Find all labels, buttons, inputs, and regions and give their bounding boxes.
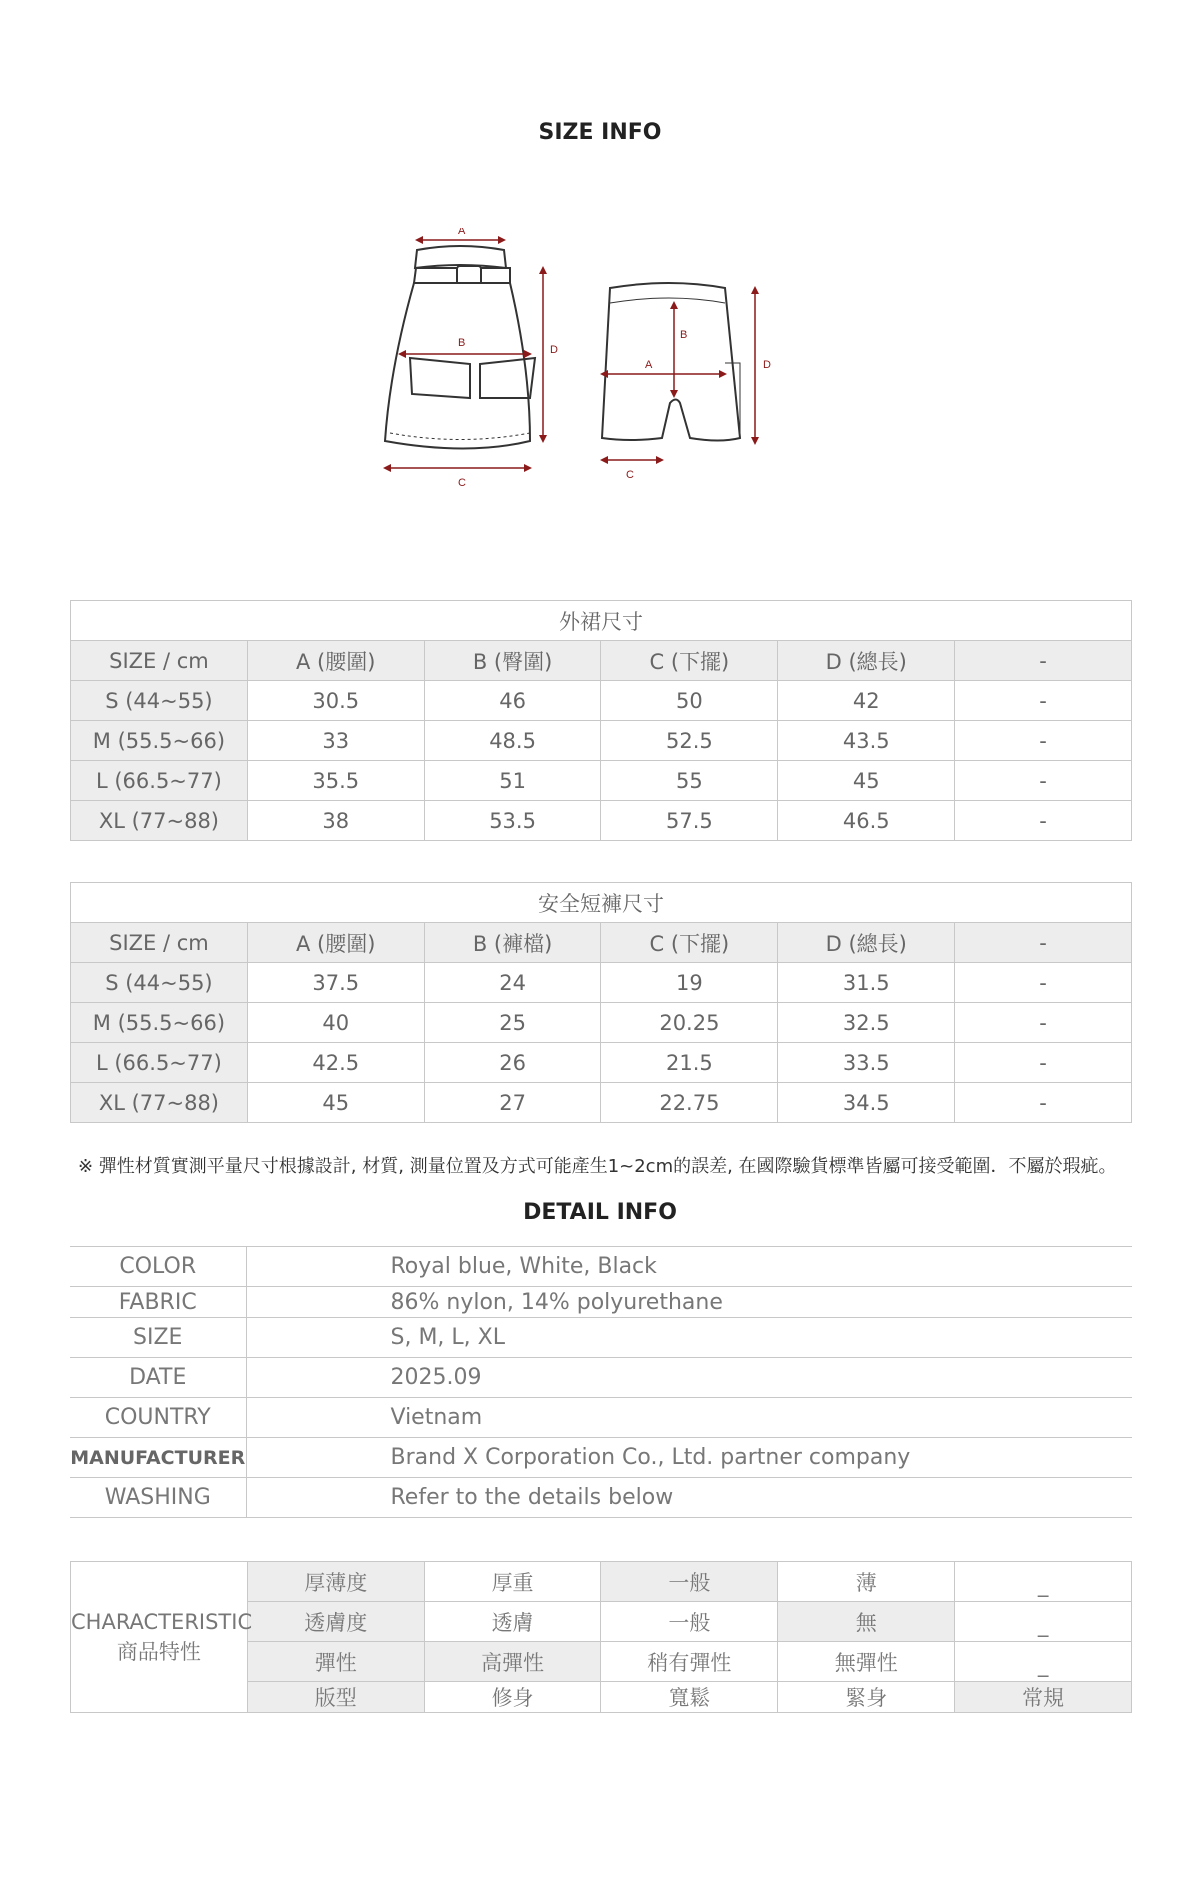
detail-value: Vietnam [246, 1398, 1132, 1438]
char-option: 一般 [601, 1602, 778, 1642]
shorts-table-title-row [71, 883, 1132, 923]
table-cell: 42 [778, 681, 955, 721]
skirt-a-label: A [458, 228, 466, 237]
table-row [71, 761, 1132, 801]
table-cell: - [955, 1003, 1132, 1043]
detail-row-washing [70, 1478, 1132, 1518]
char-option: 無彈性 [778, 1642, 955, 1682]
size-diagram-svg [380, 228, 860, 498]
detail-label: SIZE [70, 1318, 246, 1358]
characteristic-table [70, 1561, 1132, 1713]
skirt-c-label: C [458, 477, 466, 489]
char-option: 透膚 [424, 1602, 601, 1642]
detail-label: MANUFACTURER [70, 1438, 246, 1478]
table-cell: - [955, 963, 1132, 1003]
detail-label: FABRIC [70, 1287, 246, 1318]
table-cell: 53.5 [424, 801, 601, 841]
shorts-header-c: C (下擺) [601, 923, 778, 963]
char-option-selected: 常規 [955, 1682, 1132, 1713]
shorts-header-d: D (總長) [778, 923, 955, 963]
skirt-d-label: D [550, 344, 558, 356]
detail-row-manufacturer [70, 1438, 1132, 1478]
table-cell: 33 [247, 721, 424, 761]
char-option: _ [955, 1602, 1132, 1642]
row-size-label: M (55.5~66) [71, 721, 248, 761]
size-info-heading: SIZE INFO [538, 120, 662, 145]
detail-value: 86% nylon, 14% polyurethane [246, 1287, 1132, 1318]
detail-row-size [70, 1318, 1132, 1358]
skirt-table-title: 外裙尺寸 [71, 601, 1132, 641]
table-row [71, 963, 1132, 1003]
table-cell: - [955, 1083, 1132, 1123]
table-cell: 37.5 [247, 963, 424, 1003]
table-cell: 34.5 [778, 1083, 955, 1123]
table-cell: 45 [247, 1083, 424, 1123]
table-cell: 55 [601, 761, 778, 801]
detail-value: Brand X Corporation Co., Ltd. partner company [246, 1438, 1132, 1478]
char-name: 版型 [247, 1682, 424, 1713]
table-cell: - [955, 801, 1132, 841]
shorts-table-header-row [71, 923, 1132, 963]
char-option-selected: 高彈性 [424, 1642, 601, 1682]
char-option: 寬鬆 [601, 1682, 778, 1713]
detail-info-heading: DETAIL INFO [523, 1200, 677, 1225]
characteristic-label [71, 1562, 253, 1713]
detail-value: Refer to the details below [246, 1478, 1132, 1518]
char-option: 薄 [778, 1562, 955, 1602]
detail-info-table [70, 1246, 1132, 1518]
char-name: 彈性 [247, 1642, 424, 1682]
detail-value: 2025.09 [246, 1358, 1132, 1398]
size-diagram [380, 228, 860, 498]
table-cell: - [955, 761, 1132, 801]
table-cell: 20.25 [601, 1003, 778, 1043]
table-cell: 30.5 [247, 681, 424, 721]
characteristic-label-en: CHARACTERISTIC [71, 1610, 253, 1634]
shorts-d-label: D [763, 359, 771, 371]
detail-label: WASHING [70, 1478, 246, 1518]
table-cell: 26 [424, 1043, 601, 1083]
char-option: _ [955, 1642, 1132, 1682]
skirt-header-b: B (臀圍) [424, 641, 601, 681]
measurement-note: ※ 彈性材質實測平量尺寸根據設計, 材質, 測量位置及方式可能產生1~2cm的誤差, 在國際驗貨標準皆屬可接受範圍．不屬於瑕疵。 [78, 1156, 1117, 1177]
row-size-label: S (44~55) [71, 681, 248, 721]
skirt-header-size: SIZE / cm [71, 641, 248, 681]
table-cell: 31.5 [778, 963, 955, 1003]
char-option: 修身 [424, 1682, 601, 1713]
char-name: 透膚度 [247, 1602, 424, 1642]
shorts-header-size: SIZE / cm [71, 923, 248, 963]
detail-value: Royal blue, White, Black [246, 1247, 1132, 1287]
shorts-header-b: B (褲檔) [424, 923, 601, 963]
table-cell: 52.5 [601, 721, 778, 761]
skirt-size-table [70, 600, 1132, 841]
table-cell: - [955, 721, 1132, 761]
row-size-label: M (55.5~66) [71, 1003, 248, 1043]
table-cell: 46 [424, 681, 601, 721]
shorts-size-table [70, 882, 1132, 1123]
table-row [71, 1083, 1132, 1123]
table-cell: 25 [424, 1003, 601, 1043]
shorts-table-title: 安全短褲尺寸 [71, 883, 1132, 923]
char-option: 厚重 [424, 1562, 601, 1602]
table-cell: 22.75 [601, 1083, 778, 1123]
table-row [71, 681, 1132, 721]
skirt-header-extra: - [955, 641, 1132, 681]
table-cell: 46.5 [778, 801, 955, 841]
detail-value: S, M, L, XL [246, 1318, 1132, 1358]
skirt-b-label: B [458, 337, 466, 349]
table-cell: - [955, 1043, 1132, 1083]
table-cell: 48.5 [424, 721, 601, 761]
shorts-header-a: A (腰圍) [247, 923, 424, 963]
skirt-table-title-row [71, 601, 1132, 641]
detail-label: COLOR [70, 1247, 246, 1287]
table-cell: 42.5 [247, 1043, 424, 1083]
table-cell: 32.5 [778, 1003, 955, 1043]
table-cell: 40 [247, 1003, 424, 1043]
char-option: 緊身 [778, 1682, 955, 1713]
char-option-selected: 無 [778, 1602, 955, 1642]
char-name: 厚薄度 [247, 1562, 424, 1602]
table-row [71, 1043, 1132, 1083]
row-size-label: L (66.5~77) [71, 1043, 248, 1083]
skirt-header-d: D (總長) [778, 641, 955, 681]
skirt-header-a: A (腰圍) [247, 641, 424, 681]
shorts-c-label: C [626, 469, 634, 481]
detail-label: DATE [70, 1358, 246, 1398]
table-cell: 38 [247, 801, 424, 841]
skirt-table-header-row [71, 641, 1132, 681]
table-row [71, 721, 1132, 761]
table-cell: 57.5 [601, 801, 778, 841]
detail-label: COUNTRY [70, 1398, 246, 1438]
table-cell: 43.5 [778, 721, 955, 761]
table-cell: 19 [601, 963, 778, 1003]
table-cell: 45 [778, 761, 955, 801]
table-cell: 50 [601, 681, 778, 721]
row-size-label: L (66.5~77) [71, 761, 248, 801]
detail-row-color [70, 1247, 1132, 1287]
shorts-illustration [602, 283, 740, 441]
detail-row-country [70, 1398, 1132, 1438]
shorts-header-extra: - [955, 923, 1132, 963]
skirt-header-c: C (下擺) [601, 641, 778, 681]
detail-row-date [70, 1358, 1132, 1398]
char-option-selected: 一般 [601, 1562, 778, 1602]
table-cell: 33.5 [778, 1043, 955, 1083]
char-row-thickness [71, 1562, 1132, 1602]
char-option: 稍有彈性 [601, 1642, 778, 1682]
shorts-b-label: B [680, 329, 688, 341]
characteristic-label-zh: 商品特性 [116, 1640, 201, 1664]
table-cell: 35.5 [247, 761, 424, 801]
table-cell: 51 [424, 761, 601, 801]
row-size-label: XL (77~88) [71, 1083, 248, 1123]
table-row [71, 1003, 1132, 1043]
char-option: _ [955, 1562, 1132, 1602]
detail-row-fabric [70, 1287, 1132, 1318]
table-row [71, 801, 1132, 841]
table-cell: - [955, 681, 1132, 721]
shorts-a-label: A [645, 359, 653, 371]
table-cell: 27 [424, 1083, 601, 1123]
row-size-label: XL (77~88) [71, 801, 248, 841]
row-size-label: S (44~55) [71, 963, 248, 1003]
table-cell: 21.5 [601, 1043, 778, 1083]
table-cell: 24 [424, 963, 601, 1003]
